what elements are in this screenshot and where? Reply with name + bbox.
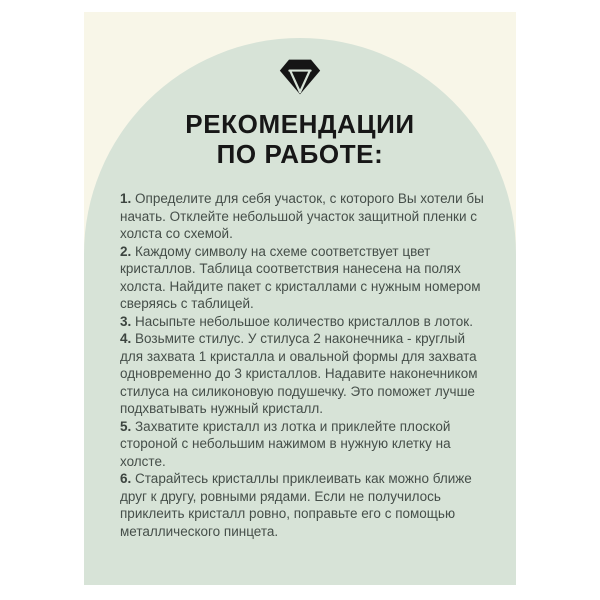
instruction-text: Определите для себя участок, с которого Вы хотели бы начать. Отклейте небольшой участок защитной пленки с холста со схемой. (120, 191, 484, 241)
instruction-number: 6. (120, 471, 132, 486)
diamond-icon (278, 57, 322, 97)
instruction-number: 4. (120, 331, 132, 346)
instruction-text: Насыпьте небольшое количество кристаллов в лоток. (135, 313, 473, 329)
instruction-number: 1. (120, 191, 132, 206)
page-title-line2: ПО РАБОТЕ: (216, 139, 384, 169)
instructions-list (120, 190, 488, 540)
page-title-line1: РЕКОМЕНДАЦИИ (185, 109, 415, 139)
instruction-text: Старайтесь кристаллы приклеивать как можно ближе друг к другу, ровными рядами. Если не получилось приклеить кристалл ровно, поправьте его с помощью металлического пинцета. (120, 471, 472, 539)
instruction-item (120, 243, 488, 313)
card-content (84, 12, 516, 585)
instruction-text: Каждому символу на схеме соответствует цвет кристаллов. Таблица соответствия нанесена на полях холста. Найдите пакет с кристаллами с нужным номером сверяясь с таблицей. (120, 243, 481, 311)
instruction-text: Захватите кристалл из лотка и приклейте плоской стороной с небольшим нажимом в нужную клетку на холсте. (120, 418, 451, 469)
instruction-item (120, 418, 488, 471)
instruction-item (120, 470, 488, 540)
page-title (84, 109, 516, 169)
instruction-card (84, 12, 516, 585)
instruction-number: 5. (120, 418, 132, 434)
instruction-number: 2. (120, 243, 132, 259)
instruction-item (120, 190, 488, 243)
instruction-text: Возьмите стилус. У стилуса 2 наконечника - круглый для захвата 1 кристалла и овальной формы для захвата одновременно до 3 кристаллов. Надавите наконечником стилуса на силиконовую подушечку. Это поможет лучше подхватывать нужный кристалл. (120, 331, 478, 416)
instruction-number: 3. (120, 313, 132, 329)
instruction-item (120, 313, 488, 331)
instruction-item (120, 330, 488, 418)
